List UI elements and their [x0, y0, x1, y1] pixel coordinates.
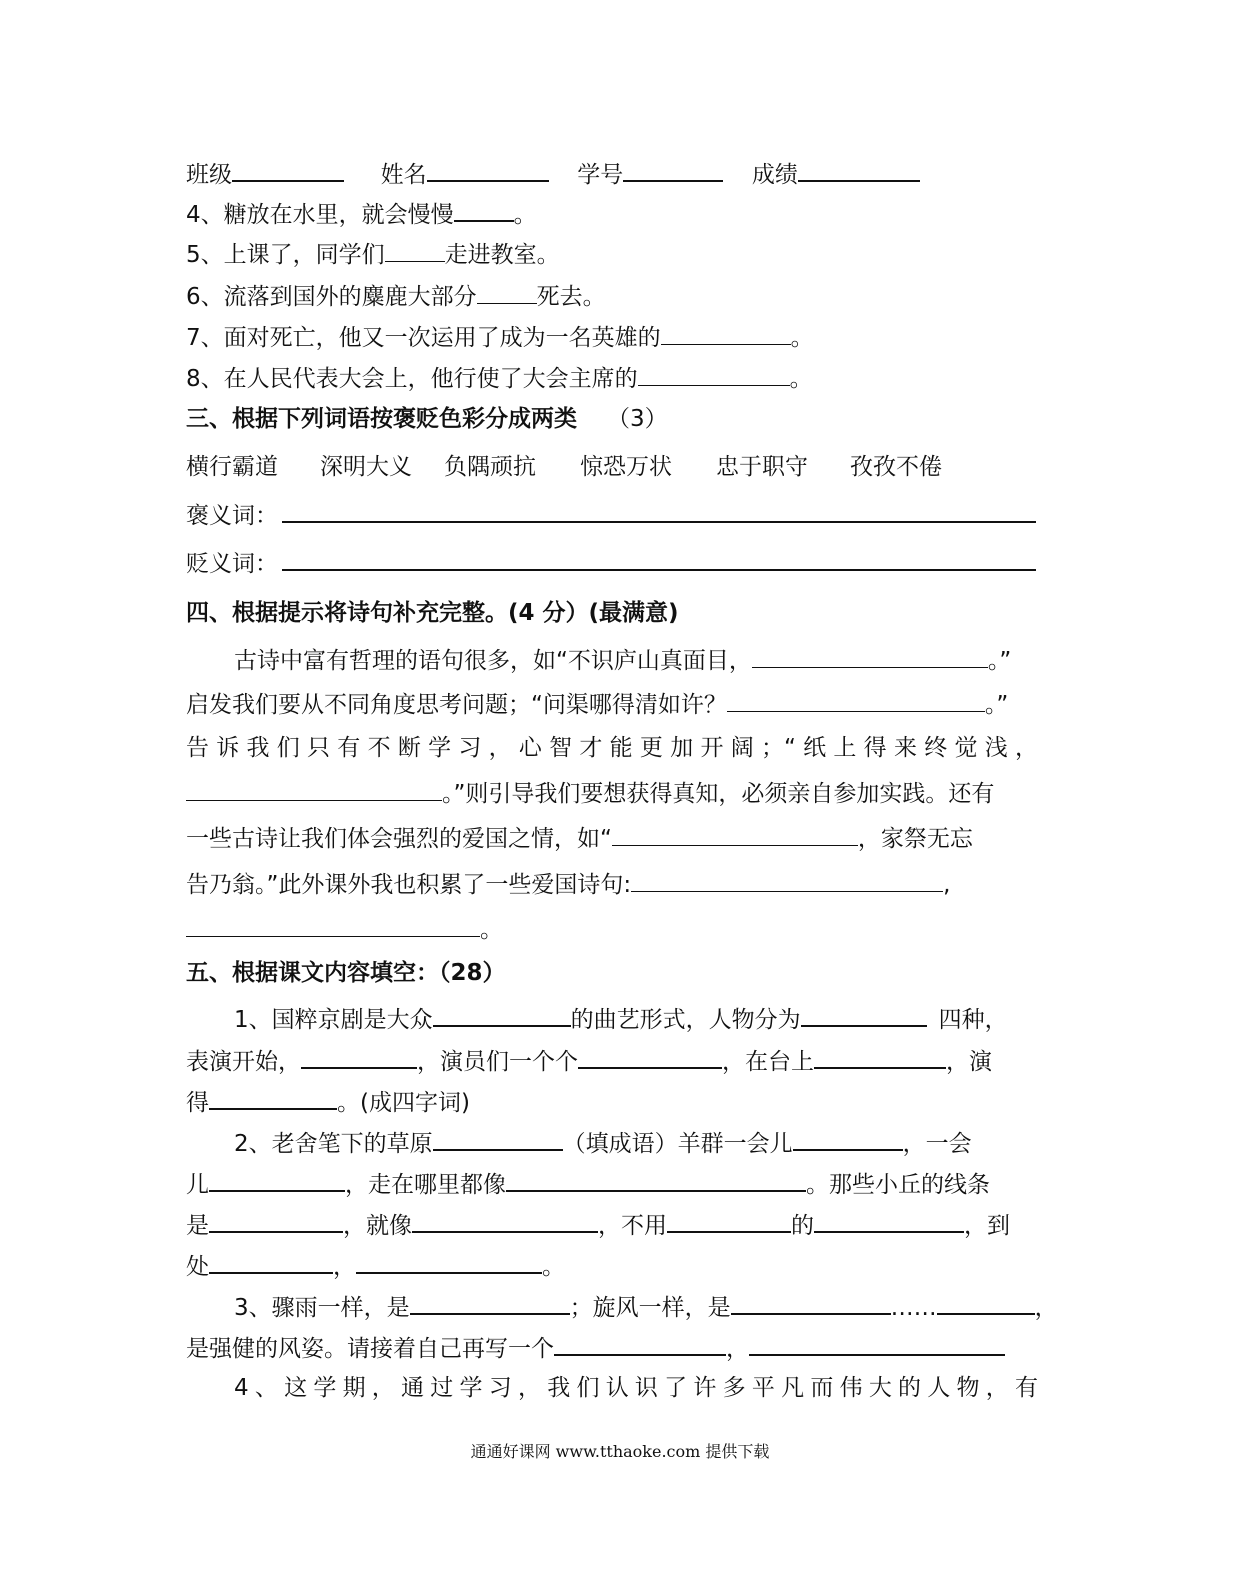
- negative-words-row: [186, 547, 1036, 579]
- question-text: ，: [1034, 1295, 1058, 1321]
- answer-blank[interactable]: [209, 1086, 337, 1110]
- negative-label: 贬义词：: [186, 551, 278, 577]
- word-item: 横行霸道: [186, 454, 278, 480]
- question-text: 。那些小丘的线条: [806, 1172, 990, 1198]
- positive-label: 褒义词：: [186, 503, 278, 529]
- number-field[interactable]: [623, 158, 723, 182]
- answer-blank[interactable]: [385, 239, 445, 262]
- poem-text: 。”: [984, 692, 1009, 718]
- answer-blank[interactable]: [433, 1127, 563, 1151]
- positive-words-field[interactable]: [282, 499, 1036, 523]
- poem-line-6: [186, 869, 950, 900]
- question-text: 7、面对死亡，他又一次运用了成为一名英雄的: [186, 325, 661, 351]
- answer-blank[interactable]: [793, 1127, 903, 1151]
- answer-blank[interactable]: [209, 1250, 333, 1274]
- q5-2-line-2: [186, 1168, 990, 1200]
- score-field[interactable]: [798, 158, 920, 182]
- question-text: ；旋风一样，是: [569, 1295, 731, 1321]
- poem-text: 。”则引导我们要想获得真知，必须亲自参加实践。还有: [442, 781, 995, 807]
- poem-text: ,: [943, 872, 951, 898]
- question-text: 。: [513, 202, 537, 228]
- q5-2-line-3: [186, 1209, 1010, 1241]
- question-text: 。: [542, 1254, 565, 1280]
- question-text: 是强健的风姿。请接着自己再写一个: [186, 1336, 554, 1362]
- answer-blank[interactable]: [667, 1209, 791, 1233]
- word-item: 惊恐万状: [580, 454, 672, 480]
- question-text: 表演开始，: [186, 1049, 301, 1075]
- positive-words-row: [186, 499, 1036, 531]
- question-7: [186, 322, 814, 353]
- question-text: 四种，: [938, 1007, 1008, 1033]
- question-text: 8、在人民代表大会上，他行使了大会主席的: [186, 366, 638, 392]
- question-text: ，一会: [902, 1131, 972, 1157]
- question-text: ，演员们一个个: [417, 1049, 578, 1075]
- section-4-heading: 四、根据提示将诗句补充完整。(4 分）(最满意): [186, 600, 679, 626]
- answer-blank[interactable]: [731, 1291, 891, 1315]
- class-label: 班级: [186, 162, 232, 188]
- answer-blank[interactable]: [749, 1332, 1005, 1356]
- question-text: ，走在哪里都像: [345, 1172, 506, 1198]
- poem-line-1: [234, 645, 1011, 676]
- poem-line-3: 告诉我们只有不断学习，心智才能更加开阔；“纸上得来终觉浅，: [186, 735, 1038, 761]
- negative-words-field[interactable]: [282, 547, 1036, 571]
- word-item: 深明大义: [320, 454, 412, 480]
- poem-text: 告乃翁。”此外课外我也积累了一些爱国诗句:: [186, 872, 632, 898]
- question-text: 3、骤雨一样，是: [234, 1295, 410, 1321]
- answer-blank[interactable]: [209, 1168, 345, 1192]
- question-text: 是: [186, 1213, 209, 1239]
- answer-blank[interactable]: [612, 823, 858, 846]
- answer-blank[interactable]: [506, 1168, 806, 1192]
- name-label: 姓名: [380, 162, 427, 188]
- q5-1-line-2: [186, 1045, 992, 1077]
- points-text: （3）: [607, 406, 668, 432]
- answer-blank[interactable]: [801, 1003, 927, 1027]
- answer-blank[interactable]: [433, 1003, 571, 1027]
- question-6: [186, 281, 606, 312]
- answer-blank[interactable]: [454, 198, 514, 222]
- question-text: 得: [186, 1090, 209, 1116]
- poem-text: 一些古诗让我们体会强烈的爱国之情，如“: [186, 826, 612, 852]
- question-text: 死去。: [536, 284, 606, 310]
- answer-blank[interactable]: [356, 1250, 542, 1274]
- question-text: 走进教室。: [444, 242, 560, 268]
- answer-blank[interactable]: [410, 1291, 570, 1315]
- answer-blank[interactable]: [638, 363, 790, 386]
- answer-blank[interactable]: [752, 645, 988, 668]
- question-text: 6、流落到国外的麋鹿大部分: [186, 284, 477, 310]
- poem-text: 启发我们要从不同角度思考问题；“问渠哪得清如许？: [186, 692, 727, 718]
- answer-blank[interactable]: [814, 1045, 946, 1069]
- poem-text: 。”: [987, 648, 1012, 674]
- answer-blank[interactable]: [814, 1209, 964, 1233]
- q5-2-line-1: [234, 1127, 972, 1159]
- answer-blank[interactable]: [209, 1209, 343, 1233]
- answer-blank[interactable]: [412, 1209, 598, 1233]
- question-text: 5、上课了，同学们: [186, 242, 385, 268]
- word-item: 忠于职守: [716, 454, 808, 480]
- answer-blank[interactable]: [186, 778, 442, 801]
- question-text: ，在台上: [722, 1049, 814, 1075]
- answer-blank[interactable]: [727, 689, 985, 712]
- question-text: ，: [333, 1254, 356, 1280]
- question-text: ，演: [946, 1049, 992, 1075]
- q5-1-line-1: [234, 1003, 1008, 1035]
- answer-blank[interactable]: [578, 1045, 722, 1069]
- question-text: 。: [790, 325, 814, 351]
- question-text: ，: [726, 1336, 749, 1362]
- class-field[interactable]: [232, 158, 344, 182]
- question-text: ，就像: [343, 1213, 412, 1239]
- q5-3-line-1: [234, 1291, 1058, 1323]
- word-item: 负隅顽抗: [444, 454, 536, 480]
- question-text: 4、糖放在水里，就会慢慢: [186, 202, 454, 228]
- answer-blank[interactable]: [477, 281, 537, 304]
- poem-line-4: [186, 778, 994, 809]
- poem-line-7: [186, 914, 503, 945]
- word-item: 孜孜不倦: [850, 454, 942, 480]
- q5-2-line-4: [186, 1250, 565, 1282]
- poem-line-5: [186, 823, 973, 854]
- answer-blank[interactable]: [661, 322, 791, 345]
- question-8: [186, 363, 813, 394]
- question-text: ……: [890, 1295, 937, 1321]
- question-text: 1、国粹京剧是大众: [234, 1007, 433, 1033]
- answer-blank[interactable]: [186, 914, 480, 937]
- poem-text: ，家祭无忘: [857, 826, 973, 852]
- question-text: 。: [789, 366, 813, 392]
- heading-text: 三、根据下列词语按褒贬色彩分成两类: [186, 406, 577, 432]
- question-text: ，到: [964, 1213, 1010, 1239]
- question-text: ，不用: [598, 1213, 667, 1239]
- score-label: 成绩: [751, 162, 798, 188]
- question-text: 。(成四字词): [337, 1090, 470, 1116]
- question-text: 2、老舍笔下的草原: [234, 1131, 433, 1157]
- section-5-heading: 五、根据课文内容填空：（28）: [186, 960, 506, 986]
- q5-4-line-1: 4、这学期，通过学习，我们认识了许多平凡而伟大的人物，有: [234, 1375, 1038, 1401]
- answer-blank[interactable]: [301, 1045, 417, 1069]
- question-text: 儿: [186, 1172, 209, 1198]
- number-label: 学号: [577, 162, 624, 188]
- question-text: 的: [791, 1213, 814, 1239]
- footer-text: 通通好课网 www.tthaoke.com 提供下载: [470, 1442, 770, 1461]
- poem-text: 古诗中富有哲理的语句很多，如“不识庐山真面目，: [234, 648, 752, 674]
- poem-line-2: [186, 689, 1008, 720]
- question-text: （填成语）羊群一会儿: [562, 1131, 793, 1157]
- section-3-heading: [186, 404, 668, 434]
- question-5: [186, 239, 560, 270]
- question-text: 处: [186, 1254, 209, 1280]
- question-text: 的曲艺形式，人物分为: [570, 1007, 801, 1033]
- answer-blank[interactable]: [554, 1332, 726, 1356]
- student-info-row: [186, 158, 920, 190]
- answer-blank[interactable]: [937, 1291, 1035, 1315]
- answer-blank[interactable]: [631, 869, 943, 892]
- question-4: [186, 198, 537, 230]
- poem-text: 。: [480, 917, 503, 943]
- name-field[interactable]: [427, 158, 549, 182]
- word-list: [186, 452, 942, 482]
- q5-3-line-2: [186, 1332, 1005, 1364]
- q5-1-line-3: [186, 1086, 470, 1118]
